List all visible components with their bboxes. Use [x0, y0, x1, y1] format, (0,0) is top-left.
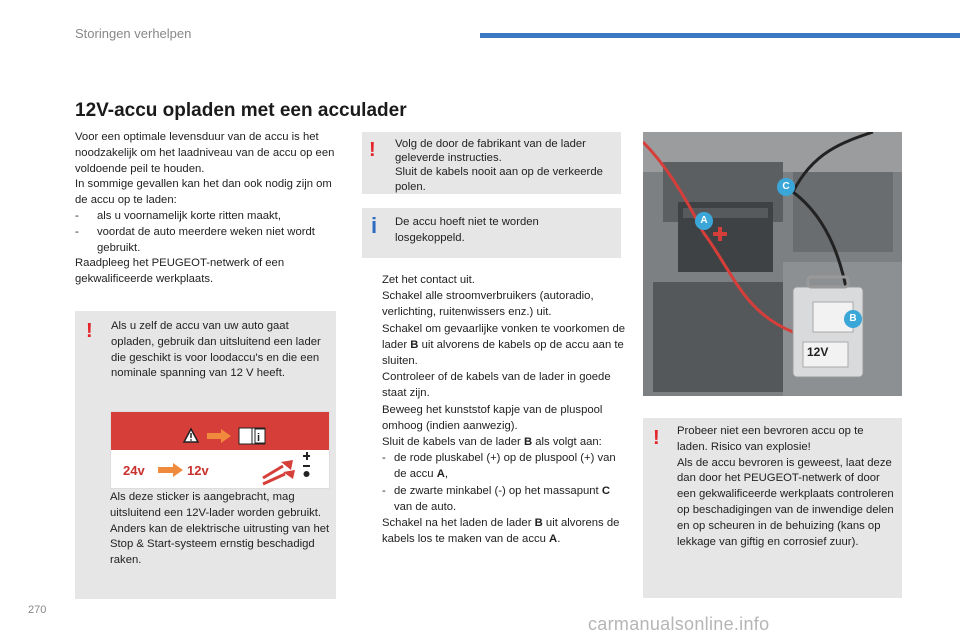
step-item: Sluit de kabels van de lader B als volgt aan: — [362, 434, 627, 450]
intro-bullet: - als u voornamelijk korte ritten maakt, — [75, 209, 281, 222]
watermark: carmanualsonline.info — [588, 614, 770, 634]
plus-minus-icon — [303, 452, 310, 477]
intro-paragraph-2: In sommige gevallen kan het dan ook nodig zijn om de accu op te laden: — [75, 178, 332, 207]
header-accent-bar — [480, 33, 960, 38]
arrow-icon — [158, 463, 183, 477]
engine-charger-graphic — [643, 132, 902, 396]
warning-text: Probeer niet een bevroren accu op te laden. Risico van explosie! Als de accu bevroren is geweest, laat deze dan door het PEUGEOT-netwerk of door een gekwalificeerde werkplaats controleren op beschadigingen van de inwendige delen en op scheuren in de behuizing (kans op lekkage van giftig en corrosief zuur). — [677, 425, 894, 548]
jumper-clamp-icon — [263, 460, 295, 484]
charger-label: 12V — [807, 345, 829, 359]
step-subitem: - de zwarte minkabel (-) op het massapunt C van de auto. — [382, 484, 611, 513]
info-box — [362, 208, 621, 258]
warning-icon: ! — [369, 139, 376, 161]
sticker-24v-label: 24v — [123, 463, 145, 478]
checkbox-icon — [362, 515, 382, 547]
section-title: Storingen verhelpen — [75, 26, 192, 41]
label-c-badge: C — [777, 178, 795, 196]
info-icon: i — [371, 213, 378, 238]
sticker-12v-label: 12v — [187, 463, 209, 478]
checkbox-icon — [362, 402, 382, 434]
checkbox-icon — [362, 369, 382, 401]
intro-text — [75, 130, 340, 288]
sticker-graphic — [111, 412, 329, 488]
manual-info-icon — [239, 428, 265, 444]
intro-paragraph-1: Voor een optimale levensduur van de accu is het noodzakelijk om het laadniveau van de accu op een voldoende peil te houden. — [75, 131, 335, 175]
step-item: Beweeg het kunststof kapje van de pluspool omhoog (indien aanwezig). — [362, 402, 627, 434]
sticker-text: Als deze sticker is aangebracht, mag uitsluitend een 12V-lader worden gebruikt. Anders kan de elektrische uitrusting van het Stop & Start-systeem ernstig beschadigd raken. — [110, 491, 330, 567]
warning-text: Volg de door de fabrikant van de lader geleverde instructies. Sluit de kabels nooit aan op de verkeerde polen. — [395, 138, 603, 193]
label-b-badge: B — [844, 310, 862, 328]
step-item: Schakel alle stroomverbruikers (autoradio, verlichting, ruitenwissers enz.) uit. — [362, 288, 627, 320]
label-a-badge: A — [695, 212, 713, 230]
checkbox-icon — [362, 321, 382, 370]
checkbox-icon — [362, 288, 382, 320]
step-subitem: - de rode pluskabel (+) op de pluspool (+) van de accu A, — [382, 452, 616, 481]
arrow-icon — [207, 429, 231, 443]
warning-triangle-icon — [184, 429, 198, 442]
warning-text: Als u zelf de accu van uw auto gaat opladen, gebruik dan uitsluitend een lader die geschikt is voor loodaccu's en die een nominale spanning van 12 V heeft. — [111, 320, 321, 380]
sticker-illustration — [110, 411, 330, 489]
info-text: De accu hoeft niet te worden losgekoppeld. — [395, 216, 539, 244]
step-item: Zet het contact uit. — [362, 272, 627, 288]
step-item: Controleer of de kabels van de lader in goede staat zijn. — [362, 369, 627, 401]
checkbox-icon — [362, 272, 382, 288]
warning-icon: ! — [86, 320, 93, 342]
step-item: Schakel om gevaarlijke vonken te voorkomen de lader B uit alvorens de kabels op de accu aan te sluiten. — [362, 321, 627, 370]
warning-box-instructions — [362, 132, 621, 194]
svg-text:i: i — [257, 432, 261, 444]
page-title: 12V-accu opladen met een acculader — [75, 100, 407, 121]
step-item: Schakel na het laden de lader B uit alvorens de kabels los te maken van de accu A. — [362, 515, 627, 547]
step-list — [362, 272, 627, 547]
intro-bullet: - voordat de auto meerdere weken niet wordt gebruikt. — [75, 225, 315, 254]
page-number: 270 — [28, 604, 47, 616]
warning-icon: ! — [653, 427, 660, 449]
warning-box-frozen-battery — [643, 418, 902, 598]
checkbox-icon — [362, 434, 382, 450]
engine-bay-illustration — [643, 132, 902, 396]
intro-paragraph-3: Raadpleeg het PEUGEOT-netwerk of een gekwalificeerde werkplaats. — [75, 257, 285, 286]
